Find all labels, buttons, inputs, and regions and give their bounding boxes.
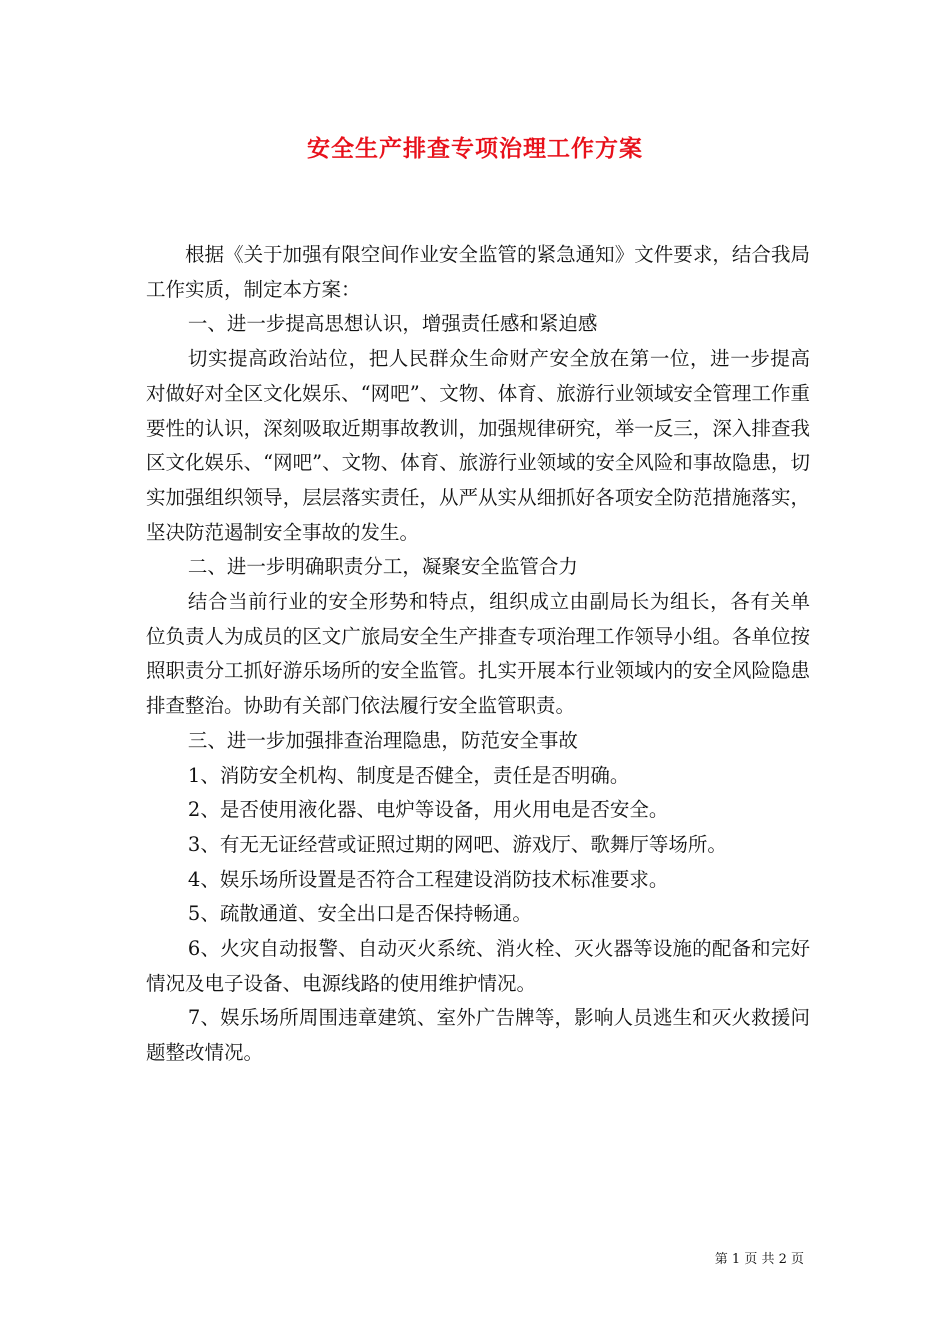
- document-body: [146, 238, 810, 1071]
- intro-paragraph: 根据《关于加强有限空间作业安全监管的紧急通知》文件要求，结合我局工作实质，制定本方案：: [146, 243, 810, 301]
- section-heading-2: 二、进一步明确职责分工，凝聚安全监管合力: [187, 555, 578, 579]
- section-heading-3: 三、进一步加强排查治理隐患，防范安全事故: [187, 728, 578, 752]
- checklist-item-2: 2、是否使用液化器、电炉等设备，用火用电是否安全。: [187, 798, 669, 822]
- checklist-item-5: 5、疏散通道、安全出口是否保持畅通。: [187, 902, 532, 926]
- checklist-item-4: 4、娱乐场所设置是否符合工程建设消防技术标准要求。: [187, 867, 669, 891]
- checklist-item-7: 7、娱乐场所周围违章建筑、室外广告牌等，影响人员逃生和灭火救援问题整改情况。: [146, 1006, 810, 1065]
- checklist-item-3: 3、有无无证经营或证照过期的网吧、游戏厅、歌舞厅等场所。: [187, 832, 727, 856]
- page-title: 安全生产排查专项治理工作方案: [307, 135, 643, 162]
- section-paragraph-1: 切实提高政治站位，把人民群众生命财产安全放在第一位，进一步提高对做好对全区文化娱乐、“网吧”、文物、体育、旅游行业领域安全管理工作重要性的认识，深刻吸取近期事故教训，加强规律研究，举一反三，深入排查我区文化娱乐、“网吧”、文物、体育、旅游行业领域的安全风险和事故隐患，切实加强组织领导，层层落实责任，从严从实从细抓好各项安全防范措施落实，坚决防范遏制安全事故的发生。: [146, 347, 810, 544]
- checklist-item-1: 1、消防安全机构、制度是否健全，责任是否明确。: [187, 763, 630, 787]
- section-heading-1: 一、进一步提高思想认识，增强责任感和紧迫感: [187, 312, 598, 336]
- section-paragraph-2: 结合当前行业的安全形势和特点，组织成立由副局长为组长，各有关单位负责人为成员的区文广旅局安全生产排查专项治理工作领导小组。各单位按照职责分工抓好游乐场所的安全监管。扎实开展本行业领域内的安全风险隐患排查整治。协助有关部门依法履行安全监管职责。: [146, 590, 810, 718]
- page-number: 第 1 页 共 2 页: [714, 1252, 804, 1267]
- checklist-item-6: 6、火灾自动报警、自动灭火系统、消火栓、灭火器等设施的配备和完好情况及电子设备、电源线路的使用维护情况。: [146, 937, 810, 995]
